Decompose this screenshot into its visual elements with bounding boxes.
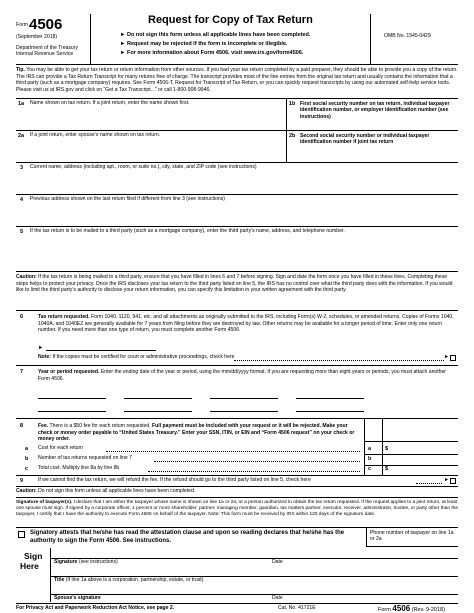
line-8c-label: Total cost. Multiply line 8a by line 8b (38, 465, 120, 471)
line-7-date-8[interactable] (296, 411, 364, 412)
line-6-note-label: Note: (38, 354, 52, 360)
line-5-number: 5 (20, 229, 24, 235)
line-8-paragraph (38, 423, 360, 443)
form-4506 (16, 14, 458, 613)
caution-1-bottom-rule (16, 310, 458, 311)
caution-1-text: If the tax return is being mailed to a third party, ensure that you have filled in lines 6 and 7 before signing. Sign and date the form once you have filled in these lines. Completing these steps helps to protect your privacy. Once the IRS discloses your tax return to the third party listed on line 5, the IRS has no control over what the third party does with the information. If you would like to limit the third party’s authority to disclose your return information, you can specify this limitation in your written agreement with the third party. (16, 274, 453, 294)
line-1-bottom-rule (16, 130, 458, 131)
form-word: Form (16, 22, 28, 28)
title-caption-label: Title (54, 577, 65, 583)
here-label: Here (20, 561, 39, 571)
line-1a-input[interactable] (30, 110, 280, 128)
declaration-bottom-rule (16, 527, 458, 528)
line-3-input[interactable] (30, 173, 454, 191)
phone-divider (366, 527, 367, 546)
footer-form-number: 4506 (392, 604, 411, 613)
line-2-bottom-rule (16, 162, 458, 163)
line-5-input[interactable] (30, 237, 454, 267)
line-6-text: Form 1040, 1120, 941, etc. and all attachments as originally submitted to the IRS, including Form(s) W-2, schedules, or amended returns. Copies of Forms 1040, 1040A, and 1040EZ are generally available for 7 years from filing before they are destroyed by law. Other returns may be available for a longer period of time. Enter only one return number. If you need more than one type of return, you must complete another Form 4506. (38, 314, 454, 334)
tip-text: You may be able to get your tax return or return information from other sources. If you had your tax return completed by a paid preparer, they should be able to provide you a copy of the return. The IRS can provide a Tax Return Transcript for many returns free of charge. The transcript provides most of the line entries from the original tax return and usually contains the information that a third party (such as a mortgage company) requires. See Form 4506-T, Request for Transcript of Tax Return, or you can quickly request transcripts by using our automated self-help service tools. Please visit us at IRS.gov and click on “Get a Tax Transcript...” or call 1-800-908-9946. (16, 67, 458, 93)
line-8a-label: Cost for each return (38, 445, 84, 451)
line-7-date-6[interactable] (124, 411, 192, 412)
caution-1 (16, 274, 458, 294)
header-bullet-3: ► For more information about Form 4506, visit www.irs.gov/form4506. (120, 50, 304, 56)
line-9-number: 9 (20, 478, 24, 484)
line-2a-number: 2a (18, 133, 25, 139)
caution-2-text: Do not sign this form unless all applicable lines have been completed. (38, 488, 196, 494)
footer-revision: (Rev. 9-2018) (411, 607, 445, 613)
form-number: 4506 (29, 16, 63, 33)
line-6-paragraph (38, 314, 458, 334)
line-8c-dollar: $ (385, 466, 389, 472)
header-bullet-2: ► Request may be rejected if the form is incomplete or illegible. (120, 41, 288, 47)
department: Department of the Treasury (16, 45, 79, 51)
signature-caption-label: Signature (54, 559, 78, 565)
footer-form-word: Form (378, 607, 391, 613)
line-8c-input[interactable] (394, 465, 456, 474)
line-8-col-top-rule (364, 441, 458, 442)
caution-1-label: Caution: (16, 274, 37, 280)
line-7-number: 7 (20, 369, 24, 375)
line-8a-letter-col: a (368, 446, 372, 452)
line-8b-leader (154, 461, 360, 462)
line-9-leader (416, 483, 442, 484)
irs-name: Internal Revenue Service (16, 51, 74, 57)
tip-paragraph (16, 67, 458, 93)
title-input[interactable] (54, 566, 454, 575)
line-9-bottom-rule (16, 486, 458, 487)
tip-bottom-rule (16, 98, 458, 99)
line-4-bottom-rule (16, 226, 458, 227)
line-8a-input[interactable] (394, 444, 456, 453)
line-7-bottom-rule (16, 418, 458, 419)
line-1a-number: 1a (18, 101, 25, 107)
line-8b-input[interactable] (386, 455, 456, 464)
attestation-text: Signatory attests that he/she has read the attestation clause and upon so reading declares that he/she has the authority to sign the Form 4506. See instructions. (30, 530, 345, 545)
line-8-bold-text: Full payment must be included with your request or it will be rejected. Make your check or money order payable to “United States Treasury.” Enter your SSN, ITIN, or EIN and “Form 4506 request” on your check or money order. (38, 423, 355, 443)
line-4-number: 4 (20, 197, 24, 203)
caution-2-label: Caution: (16, 488, 37, 494)
line-1b-number: 1b (289, 101, 296, 107)
line-6-note-text: If the copies must be certified for court or administrative proceedings, check here (52, 354, 235, 360)
line-6-leader (234, 360, 444, 361)
line-6-number: 6 (20, 314, 24, 320)
title-caption (54, 578, 203, 584)
phone-input[interactable] (370, 547, 456, 556)
line-8b-letter: b (25, 456, 29, 462)
line-6-bottom-rule (16, 365, 458, 366)
tip-label: Tip. (16, 67, 25, 73)
line-8-text: There is a $50 fee for each return requested. (49, 423, 151, 429)
line-8-col-divider-1 (364, 419, 365, 475)
caution-2 (16, 489, 195, 495)
line-7-date-3[interactable] (210, 398, 278, 399)
signature-declaration-label: Signature of taxpayer(s). (16, 500, 73, 505)
line-4-label: Previous address shown on the last return filed if different from line 3 (see instructions) (30, 196, 225, 202)
line-4-input[interactable] (30, 205, 454, 223)
line-7-date-7[interactable] (210, 411, 278, 412)
line-8a-dollar: $ (385, 446, 389, 452)
line-8-label: Fee. (38, 423, 49, 429)
line-8a-leader (106, 451, 360, 452)
signature-date-caption: Date (272, 559, 283, 565)
footer-form-id (378, 604, 445, 613)
line-7-date-4[interactable] (296, 398, 364, 399)
spouse-signature-input[interactable] (54, 584, 262, 593)
line-7-text: Enter the ending date of the year or period, using the mm/dd/yyyy format. If you are requesting more than eight years or periods, you must attach another Form 4506. (38, 369, 447, 382)
line-9-arrow: ► (444, 477, 450, 483)
line-2b-number: 2b (289, 133, 296, 139)
line-2a-label: If a joint return, enter spouse’s name shown on tax return. (30, 132, 161, 138)
spouse-rule (50, 594, 458, 595)
sign-label: Sign (24, 551, 43, 561)
line-8-number: 8 (20, 423, 24, 429)
line-2a-input[interactable] (30, 142, 280, 160)
line-3-number: 3 (20, 165, 24, 171)
line-7-paragraph (38, 369, 458, 382)
caution-2-bottom-rule (16, 497, 458, 498)
line-1b-label: First social security number on tax return, individual taxpayer identification number, or employer identification number (see instructions) (300, 101, 450, 120)
footer-privacy: For Privacy Act and Paperwork Reduction Act Notice, see page 2. (16, 605, 175, 611)
line-6-label: Tax return requested. (38, 314, 90, 320)
line-9-label: If we cannot find the tax return, we will refund the fee. If the refund should go to the third party listed on line 5, check here (38, 477, 311, 483)
form-revision: (September 2018) (16, 34, 58, 40)
signature-input[interactable] (54, 548, 362, 557)
line-6-arrow-2: ► (444, 354, 450, 360)
line-9-refund-checkbox[interactable] (450, 478, 456, 484)
line-3-bottom-rule (16, 194, 458, 195)
signature-declaration (16, 500, 458, 519)
line-8c-letter-col: c (368, 466, 372, 472)
line-8a-letter: a (25, 446, 29, 452)
signature-caption-hint: (see instructions) (78, 559, 118, 565)
line-2b-label: Second social security number or individual taxpayer identification number if joint tax return (300, 133, 430, 146)
signature-declaration-text: I declare that I am either the taxpayer whose name is shown on line 1a or 2a, or a person authorized to obtain the tax return requested. If the request applies to a joint return, at least one spouse must sign. If signed by a corporate officer, 1 percent or more shareholder, partner, managing member, guardian, tax matters partner, executor, receiver, administrator, trustee, or party other than the taxpayer, I certify that I have the authority to execute Form 4506 on behalf of the taxpayer. Note: This form must be received by IRS within 120 days of the signature date. (16, 500, 458, 518)
spouse-caption: Spouse’s signature (54, 595, 101, 601)
header-bottom-rule (16, 64, 458, 65)
line-8-col-divider-2 (382, 419, 383, 475)
signature-caption (54, 560, 118, 566)
omb-number: OMB No. 1545-0429 (384, 33, 431, 39)
line-1a-label: Name shown on tax return. If a joint return, enter the name shown first. (30, 100, 190, 106)
line-7-label: Year or period requested. (38, 369, 100, 375)
footer-cat-number: Cat. No. 41721E (278, 605, 316, 611)
line-8c-leader (148, 471, 360, 472)
line-8-bottom-rule (16, 475, 458, 476)
line-6-note (38, 355, 234, 361)
line-5-bottom-rule (16, 271, 458, 272)
title-caption-hint: (if line 1a above is a corporation, partnership, estate, or trust) (65, 577, 204, 583)
header-divider-left (90, 14, 91, 64)
spouse-date-caption: Date (272, 595, 283, 601)
line-8c-letter: c (25, 466, 29, 472)
header-bullet-1: ► Do not sign this form unless all applicable lines have been completed. (120, 32, 311, 38)
line-3-label: Current name, address (including apt., room, or suite no.), city, state, and ZIP code (see instructions) (30, 164, 257, 170)
phone-label: Phone number of taxpayer on line 1a or 2a (370, 530, 454, 543)
header-divider-right (370, 14, 371, 64)
attestation-checkbox[interactable] (18, 531, 25, 538)
line-6-input[interactable] (46, 350, 156, 351)
line-7-date-2[interactable] (124, 398, 192, 399)
line-8b-letter-col: b (368, 456, 372, 462)
line-6-arrow: ► (38, 345, 44, 351)
line-8b-label: Number of tax returns requested on line 7 (38, 455, 133, 461)
form-title: Request for Copy of Tax Return (148, 14, 313, 26)
line-5-label: If the tax return is to be mailed to a third party (such as a mortgage company), enter the third party’s name, address, and telephone number. (30, 228, 345, 234)
line-7-date-5[interactable] (38, 411, 106, 412)
line-6-certified-checkbox[interactable] (450, 355, 456, 361)
line-7-date-1[interactable] (38, 398, 106, 399)
